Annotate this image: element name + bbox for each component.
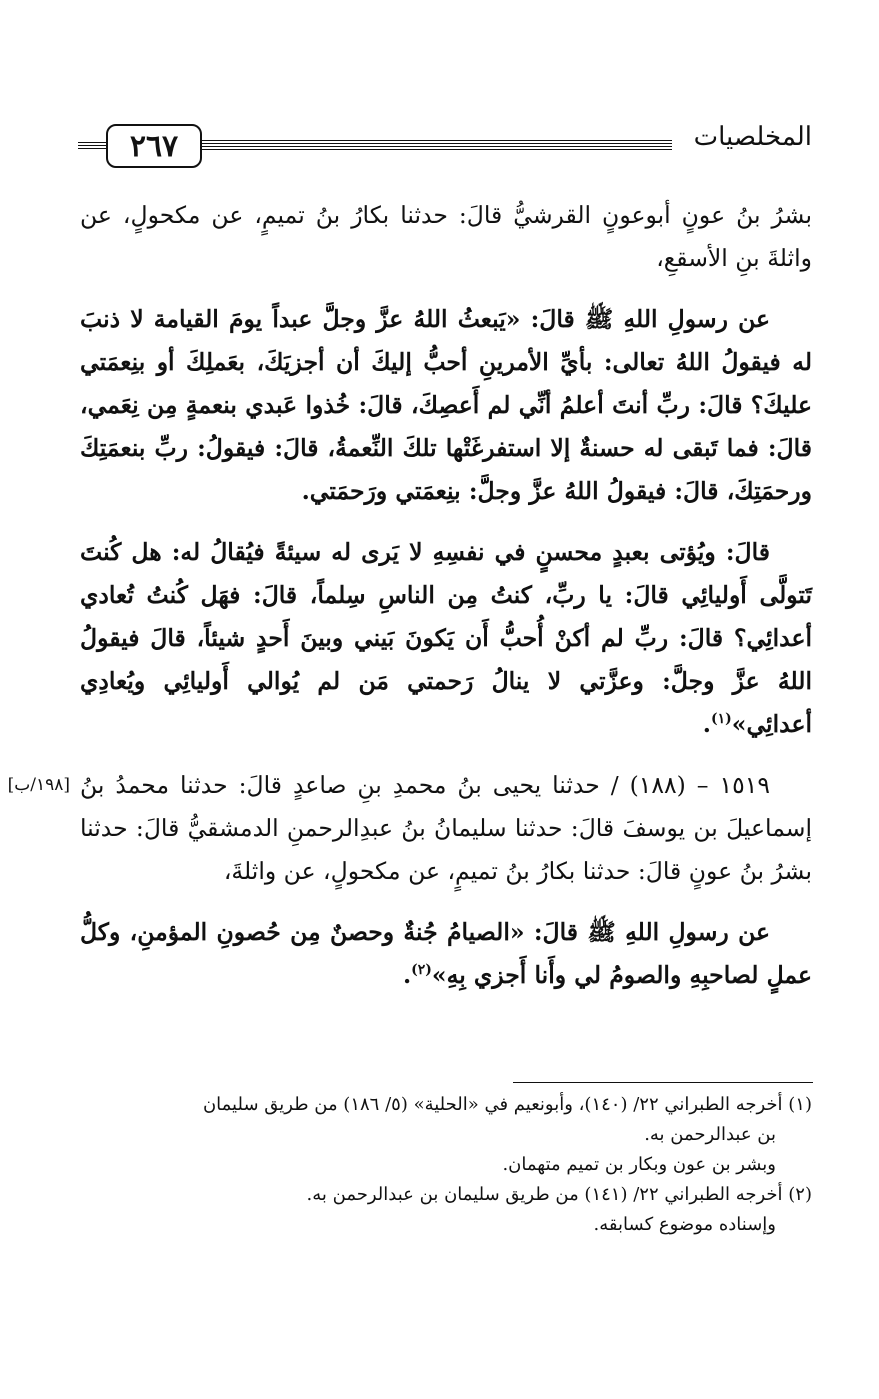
paragraph-hadith-matn-2: [80, 911, 812, 997]
page-header: [78, 118, 812, 180]
footnote-2: (٢) أخرجه الطبراني ٢٢/ (١٤١) من طريق سليمان بن عبدالرحمن به.: [306, 1184, 812, 1205]
footnote-1: (١) أخرجه الطبراني ٢٢/ (١٤٠)، وأبونعيم في «الحلية» (٥/ ١٨٦) من طريق سليمان: [202, 1094, 812, 1115]
header-rule: [198, 140, 672, 152]
footnote-1-continuation: بن عبدالرحمن به.: [644, 1124, 776, 1145]
paragraph-hadith-matn-continued: [80, 531, 812, 746]
footnote-marker-1[interactable]: (١): [710, 711, 732, 728]
footnote-2-note: وإسناده موضوع كسابقه.: [593, 1214, 776, 1235]
paragraph-hadith-matn: عن رسولِ اللهِ ﷺ قالَ: «يَبعثُ اللهُ عزَّ وجلَّ عبداً يومَ القيامة لا ذنبَ له فيقولُ اللهُ تعالى: بأيِّ الأمرينِ أحبُّ إليكَ أن أجزيَكَ، بعَملِكَ أو بنِعمَتي عليكَ؟ قالَ: ربِّ أنتَ أعلمُ أنِّي لم أَعصِكَ، قالَ: خُذوا عَبدي بنعمةٍ مِن نِعَمي، قالَ: فما تَبقى له حسنةٌ إلا استفرغَتْها تلكَ النِّعمةُ، قالَ: فيقولُ: ربِّ بنعمَتِكَ ورحمَتِكَ، قالَ: فيقولُ اللهُ عزَّ وجلَّ: بنِعمَتي ورَحمَتي.: [80, 305, 812, 505]
footnote-1-note: وبشر بن عون وبكار بن تميم متهمان.: [502, 1154, 776, 1175]
footnotes: [80, 1090, 812, 1240]
paragraph-isnad: ١٥١٩ – (١٨٨) / حدثنا يحيى بنُ محمدِ بنِ صاعدٍ قالَ: حدثنا محمدُ بنُ إسماعيلَ بن يوسفَ قالَ: حدثنا سليمانُ بنُ عبدِالرحمنِ الدمشقيُّ قالَ: حدثنا بشرُ بنُ عونٍ قالَ: حدثنا بكارُ بنُ تميمٍ، عن مكحولٍ، عن واثلةَ،: [80, 771, 812, 885]
footnote-marker-2[interactable]: (٢): [411, 962, 432, 979]
hadith-1519: [7, 764, 812, 893]
main-text: [7, 194, 812, 1015]
paragraph-end: .: [402, 961, 412, 989]
paragraph-end: .: [702, 710, 711, 738]
manuscript-folio-ref: [١٩٨/ب]: [7, 775, 70, 795]
paragraph-isnad-continuation: بشرُ بنُ عونٍ أبوعونٍ القرشيُّ قالَ: حدثنا بكارُ بنُ تميمٍ، عن مكحولٍ، عن واثلةَ بنِ الأسقعِ،: [80, 201, 812, 272]
paragraph-text: قالَ: ويُؤتى بعبدٍ محسنٍ في نفسِهِ لا يَرى له سيئةً فيُقالُ له: هل كُنتَ تَتولَّى أَوليائِي قالَ: يا ربِّ، كنتُ مِن الناسِ سِلماً، قالَ: فهَل كُنتُ تُعادي أعدائِي؟ قالَ: ربِّ لم أكنْ أُحبُّ أَن يَكونَ بَيني وبينَ أَحدٍ شيئاً، قالَ فيقولُ اللهُ عزَّ وجلَّ: وعزَّتي لا ينالُ رَحمتي مَن لم يُوالي أَوليائِي ويُعادِي أعدائِي»: [80, 538, 812, 738]
page-number: ٢٦٧: [106, 124, 202, 168]
paragraph-text: عن رسولِ اللهِ ﷺ قالَ: «الصيامُ جُنةٌ وحصنٌ مِن حُصونِ المؤمنِ، وكلُّ عملٍ لصاحبِهِ والصومُ لي وأَنا أَجزي بِهِ»: [80, 918, 812, 989]
footnote-divider: [513, 1082, 813, 1083]
running-title: المخلصيات: [693, 122, 812, 152]
